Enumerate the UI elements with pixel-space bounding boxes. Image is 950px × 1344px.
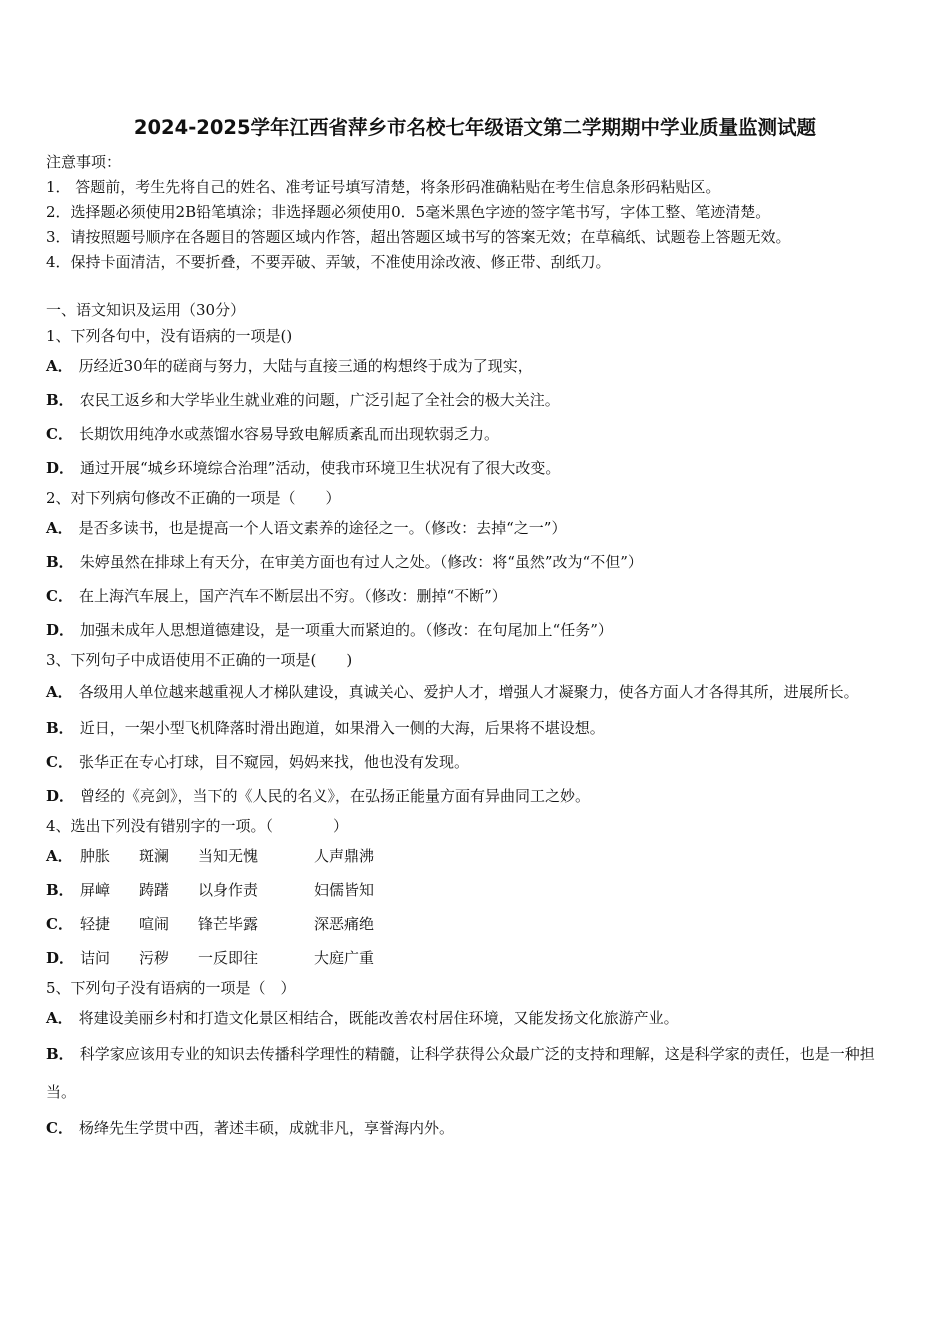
option-a <box>46 1001 904 1035</box>
option-label: C． <box>46 915 73 933</box>
option-word: 以身作责 <box>198 881 259 899</box>
option-c <box>46 1111 904 1145</box>
option-word: 锋芒毕露 <box>198 915 259 933</box>
page-title: 2024-2025学年江西省萍乡市名校七年级语文第二学期期中学业质量监测试题 <box>133 116 817 139</box>
option-a <box>46 511 904 545</box>
option-word: 当知无愧 <box>198 847 259 865</box>
option-text: 将建设美丽乡村和打造文化景区相结合，既能改善农村居住环境，又能发扬文化旅游产业。 <box>78 1009 679 1027</box>
option-text: 在上海汽车展上，国产汽车不断层出不穷。（修改：删掉“不断”） <box>78 587 507 605</box>
option-label: C． <box>46 1119 73 1137</box>
notice-item: 4．保持卡面清洁，不要折叠，不要弄破、弄皱，不准使用涂改液、修正带、刮纸刀。 <box>46 253 611 271</box>
question-2 <box>46 486 904 647</box>
option-text: 杨绛先生学贯中西，著述丰硕，成就非凡，享誉海内外。 <box>78 1119 454 1137</box>
option-label: A． <box>46 847 73 865</box>
option-b <box>46 711 904 745</box>
question-stem: 4、选出下列没有错别字的一项。（ ） <box>46 817 349 835</box>
option-c <box>46 745 904 779</box>
option-text: 通过开展“城乡环境综合治理”活动，使我市环境卫生状况有了很大改变。 <box>80 459 561 477</box>
option-text: 朱婷虽然在排球上有天分，在审美方面也有过人之处。（修改：将“虽然”改为“不但”） <box>79 553 643 571</box>
option-d <box>46 451 904 485</box>
option-a <box>46 349 904 383</box>
option-word: 肿胀 <box>80 847 111 865</box>
option-c <box>46 579 904 613</box>
option-label: A． <box>46 357 73 375</box>
option-d <box>46 613 904 647</box>
option-label: B． <box>46 391 74 409</box>
option-text: 张华正在专心打球，目不窥园，妈妈来找，他也没有发现。 <box>78 753 469 771</box>
option-text: 是否多读书，也是提高一个人语文素养的途径之一。（修改：去掉“之一”） <box>78 519 567 537</box>
option-word: 大庭广重 <box>314 949 375 967</box>
notice-block <box>46 150 904 275</box>
option-word: 屏嶂 <box>80 881 111 899</box>
option-word: 一反即往 <box>198 949 259 967</box>
option-b <box>46 383 904 417</box>
option-label: A． <box>46 1009 73 1027</box>
question-4 <box>46 814 904 975</box>
option-word: 踌躇 <box>139 881 170 899</box>
question-3 <box>46 648 904 813</box>
option-text: 各级用人单位越来越重视人才梯队建设，真诚关心、爱护人才，增强人才凝聚力，使各方面人才各得其所，进展所长。 <box>78 683 859 701</box>
option-text: 历经近30年的磋商与努力，大陆与直接三通的构想终于成为了现实， <box>78 357 533 375</box>
option-a <box>46 673 904 711</box>
option-c <box>46 417 904 451</box>
option-word: 污秽 <box>139 949 170 967</box>
option-d <box>46 779 904 813</box>
notice-item: 3．请按照题号顺序在各题目的答题区域内作答，超出答题区域书写的答案无效；在草稿纸、试题卷上答题无效。 <box>46 228 791 246</box>
option-label: D． <box>46 787 75 805</box>
option-label: D． <box>46 621 75 639</box>
question-stem: 2、对下列病句修改不正确的一项是（ ） <box>46 489 341 507</box>
option-word: 轻捷 <box>80 915 111 933</box>
option-label: C． <box>46 753 73 771</box>
option-word: 斑澜 <box>139 847 170 865</box>
option-text: 农民工返乡和大学毕业生就业难的问题，广泛引起了全社会的极大关注。 <box>79 391 560 409</box>
option-text: 科学家应该用专业的知识去传播科学理性的精髓，让科学获得公众最广泛的支持和理解，这是科学家的责任，也是一种担当。 <box>46 1045 875 1101</box>
option-word: 妇儒皆知 <box>314 881 375 899</box>
option-word: 深恶痛绝 <box>314 915 375 933</box>
option-label: B． <box>46 553 74 571</box>
question-1 <box>46 324 904 485</box>
option-label: A． <box>46 683 73 701</box>
option-text: 曾经的《亮剑》，当下的《人民的名义》，在弘扬正能量方面有异曲同工之妙。 <box>80 787 591 805</box>
notice-heading: 注意事项： <box>46 153 122 171</box>
option-text: 近日，一架小型飞机降落时滑出跑道，如果滑入一侧的大海，后果将不堪设想。 <box>79 719 605 737</box>
option-label: D． <box>46 949 75 967</box>
option-d <box>46 941 904 975</box>
question-stem: 5、下列句子没有语病的一项是（ ） <box>46 979 296 997</box>
option-label: D． <box>46 459 75 477</box>
option-b <box>46 1035 904 1111</box>
option-word: 喧闹 <box>139 915 170 933</box>
question-stem: 3、下列句子中成语使用不正确的一项是( ) <box>46 651 353 669</box>
notice-item: 1． 答题前，考生先将自己的姓名、准考证号填写清楚，将条形码准确粘贴在考生信息条形码粘贴区。 <box>46 178 721 196</box>
option-text: 长期饮用纯净水或蒸馏水容易导致电解质紊乱而出现软弱乏力。 <box>78 425 499 443</box>
option-word: 诘问 <box>80 949 111 967</box>
question-stem: 1、下列各句中，没有语病的一项是() <box>46 327 293 345</box>
notice-item: 2．选择题必须使用2B铅笔填涂；非选择题必须使用0．5毫米黑色字迹的签字笔书写，字体工整、笔迹清楚。 <box>46 203 771 221</box>
option-label: A． <box>46 519 73 537</box>
option-label: B． <box>46 1045 74 1063</box>
option-label: C． <box>46 425 73 443</box>
option-label: C． <box>46 587 73 605</box>
question-5 <box>46 976 904 1145</box>
option-text: 加强未成年人思想道德建设，是一项重大而紧迫的。（修改：在句尾加上“任务”） <box>80 621 613 639</box>
option-c <box>46 907 904 941</box>
option-b <box>46 545 904 579</box>
option-a <box>46 839 904 873</box>
option-label: B． <box>46 881 74 899</box>
option-b <box>46 873 904 907</box>
option-label: B． <box>46 719 74 737</box>
section-heading: 一、语文知识及运用（30分） <box>46 301 246 319</box>
option-word: 人声鼎沸 <box>314 847 375 865</box>
spacer <box>46 275 904 298</box>
